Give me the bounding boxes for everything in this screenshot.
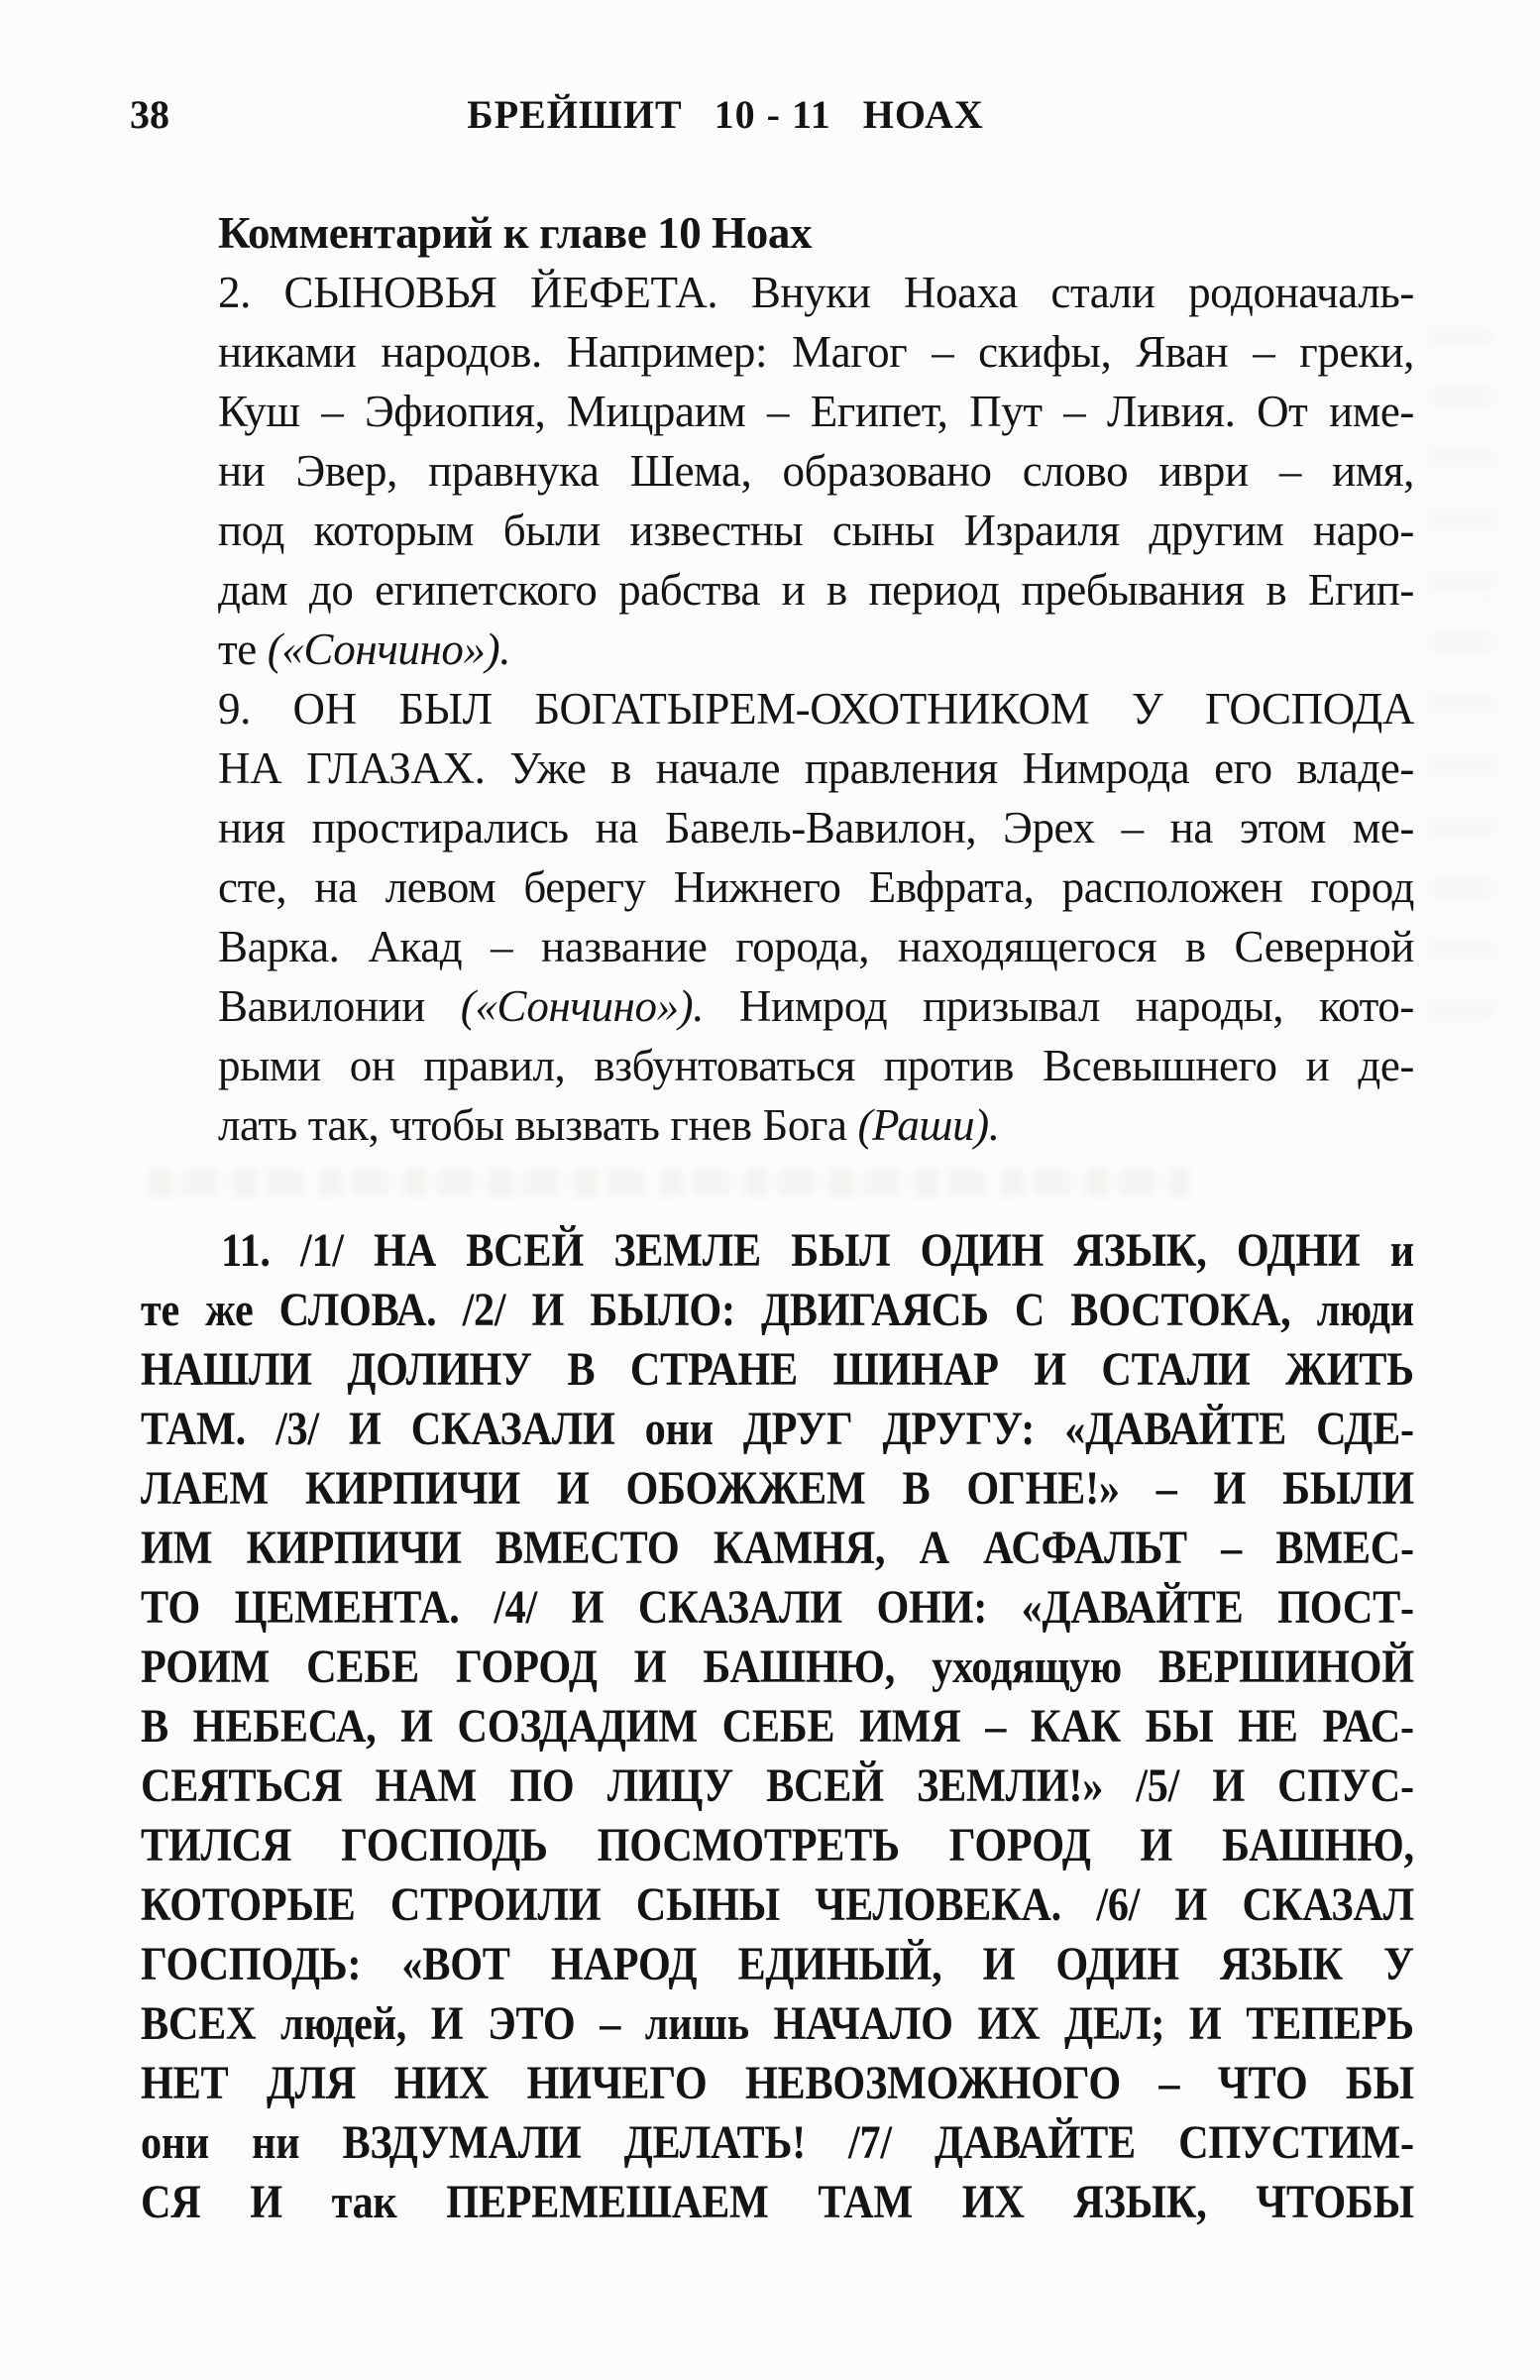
text-run: Куш – Эфиопия, Мицраим – Египет, Пут – Ливия. От име- <box>218 387 1414 436</box>
text-run: ТАМ. /3/ И СКАЗАЛИ они ДРУГ ДРУГУ: «ДАВАЙТЕ СДЕ- <box>141 1403 1414 1455</box>
text-run: ИМ КИРПИЧИ ВМЕСТО КАМНЯ, А АСФАЛЬТ – ВМЕС- <box>141 1522 1414 1574</box>
text-run: 2. СЫНОВЬЯ ЙЕФЕТА. Внуки Ноаха стали родоначаль- <box>218 268 1414 317</box>
text-line <box>141 1875 1414 1935</box>
text-line <box>141 1459 1414 1519</box>
text-line <box>141 1400 1414 1459</box>
running-title: БРЕЙШИТ 10 - 11 НОАХ <box>467 92 984 137</box>
text-run: НЕТ ДЛЯ НИХ НИЧЕГО НЕВОЗМОЖНОГО – ЧТО БЫ <box>141 2057 1414 2109</box>
text-run: ТО ЦЕМЕНТА. /4/ И СКАЗАЛИ ОНИ: «ДАВАЙТЕ ПОСТ- <box>141 1581 1414 1634</box>
commentary-section <box>218 203 1414 1155</box>
text-run: ЛАЕМ КИРПИЧИ И ОБОЖЖЕМ В ОГНЕ!» – И БЫЛИ <box>141 1462 1414 1515</box>
text-line <box>218 798 1414 857</box>
bleed-through-artifact <box>149 1168 1189 1197</box>
page-number: 38 <box>130 92 169 137</box>
text-line <box>218 1095 1414 1155</box>
text-line <box>218 560 1414 620</box>
text-line <box>218 857 1414 917</box>
text-line <box>141 1994 1414 2054</box>
text-line <box>218 322 1414 382</box>
text-line <box>141 1519 1414 1578</box>
text-run: РОИМ СЕБЕ ГОРОД И БАШНЮ, уходящую ВЕРШИНОЙ <box>141 1641 1414 1693</box>
text-run: они ни ВЗДУМАЛИ ДЕЛАТЬ! /7/ ДАВАЙТЕ СПУСТИМ- <box>141 2116 1414 2169</box>
text-line <box>141 1281 1414 1340</box>
text-line <box>218 976 1414 1036</box>
text-line <box>141 1816 1414 1875</box>
text-run: НАШЛИ ДОЛИНУ В СТРАНЕ ШИНАР И СТАЛИ ЖИТЬ <box>141 1343 1414 1396</box>
text-run: Вавилонии <box>218 981 461 1031</box>
italic-run: («Сончино»). <box>460 981 705 1031</box>
commentary-heading: Комментарий к главе 10 Ноах <box>218 208 813 258</box>
text-run: сте, на левом берегу Нижнего Евфрата, расположен город <box>218 862 1414 912</box>
text-run: Варка. Акад – название города, находящегося в Северной <box>218 922 1414 971</box>
text-line <box>141 1578 1414 1638</box>
text-line <box>141 1638 1414 1697</box>
text-run: СЯ И так ПЕРЕМЕШАЕМ ТАМ ИХ ЯЗЫК, ЧТОБЫ <box>141 2176 1414 2228</box>
italic-run: (Раши). <box>857 1100 1000 1150</box>
text-run: СЕЯТЬСЯ НАМ ПО ЛИЦУ ВСЕЙ ЗЕМЛИ!» /5/ И СПУС- <box>141 1759 1414 1812</box>
text-run: ния простирались на Бавель-Вавилон, Эрех – на этом ме- <box>218 803 1414 852</box>
text-run: лать так, чтобы вызвать гнев Бога <box>218 1100 858 1150</box>
text-run: ВСЕХ людей, И ЭТО – лишь НАЧАЛО ИХ ДЕЛ; И ТЕПЕРЬ <box>141 1997 1414 2050</box>
text-run: ТИЛСЯ ГОСПОДЬ ПОСМОТРЕТЬ ГОРОД И БАШНЮ, <box>141 1819 1414 1871</box>
text-run: НА ГЛАЗАХ. Уже в начале правления Нимрода его владе- <box>218 743 1414 793</box>
text-line <box>218 917 1414 976</box>
commentary-body <box>218 263 1414 1155</box>
bleed-through-artifact <box>1427 327 1496 1021</box>
text-line <box>141 1340 1414 1400</box>
text-run: рыми он правил, взбунтоваться против Всевышнего и де- <box>218 1041 1414 1090</box>
text-line <box>218 441 1414 501</box>
text-run: под которым были известны сыны Израиля другим наро- <box>218 506 1414 555</box>
text-line <box>141 1221 1414 1281</box>
text-line <box>218 738 1414 798</box>
text-run: ГОСПОДЬ: «ВОТ НАРОД ЕДИНЫЙ, И ОДИН ЯЗЫК У <box>141 1938 1414 1990</box>
text-run: дам до египетского рабства и в период пребывания в Егип- <box>218 565 1414 615</box>
text-line <box>218 501 1414 560</box>
text-run: ни Эвер, правнука Шема, образовано слово иври – имя, <box>218 446 1414 496</box>
text-line <box>218 382 1414 441</box>
text-line <box>218 679 1414 738</box>
text-run: те <box>218 624 268 674</box>
text-line <box>141 2054 1414 2113</box>
text-line <box>218 263 1414 322</box>
text-line <box>141 2173 1414 2232</box>
text-run: никами народов. Например: Магог – скифы, Яван – греки, <box>218 327 1414 377</box>
text-line <box>218 620 1414 679</box>
text-line <box>141 1697 1414 1757</box>
text-line <box>141 2113 1414 2173</box>
text-run: КОТОРЫЕ СТРОИЛИ СЫНЫ ЧЕЛОВЕКА. /6/ И СКАЗАЛ <box>141 1878 1414 1931</box>
text-run: 9. ОН БЫЛ БОГАТЫРЕМ-ОХОТНИКОМ У ГОСПОДА <box>218 684 1414 734</box>
italic-run: («Сончино»). <box>267 624 511 674</box>
text-line <box>141 1757 1414 1816</box>
text-run: Нимрод призывал народы, кото- <box>704 981 1414 1031</box>
verse-section <box>141 1221 1414 2232</box>
text-run: 11. /1/ НА ВСЕЙ ЗЕМЛЕ БЫЛ ОДИН ЯЗЫК, ОДНИ и <box>220 1224 1414 1277</box>
text-line <box>218 1036 1414 1095</box>
page-header <box>0 92 1540 139</box>
text-line <box>141 1935 1414 1994</box>
text-run: В НЕБЕСА, И СОЗДАДИМ СЕБЕ ИМЯ – КАК БЫ НЕ РАС- <box>141 1700 1414 1753</box>
text-run: те же СЛОВА. /2/ И БЫЛО: ДВИГАЯСЬ С ВОСТОКА, люди <box>141 1284 1414 1336</box>
